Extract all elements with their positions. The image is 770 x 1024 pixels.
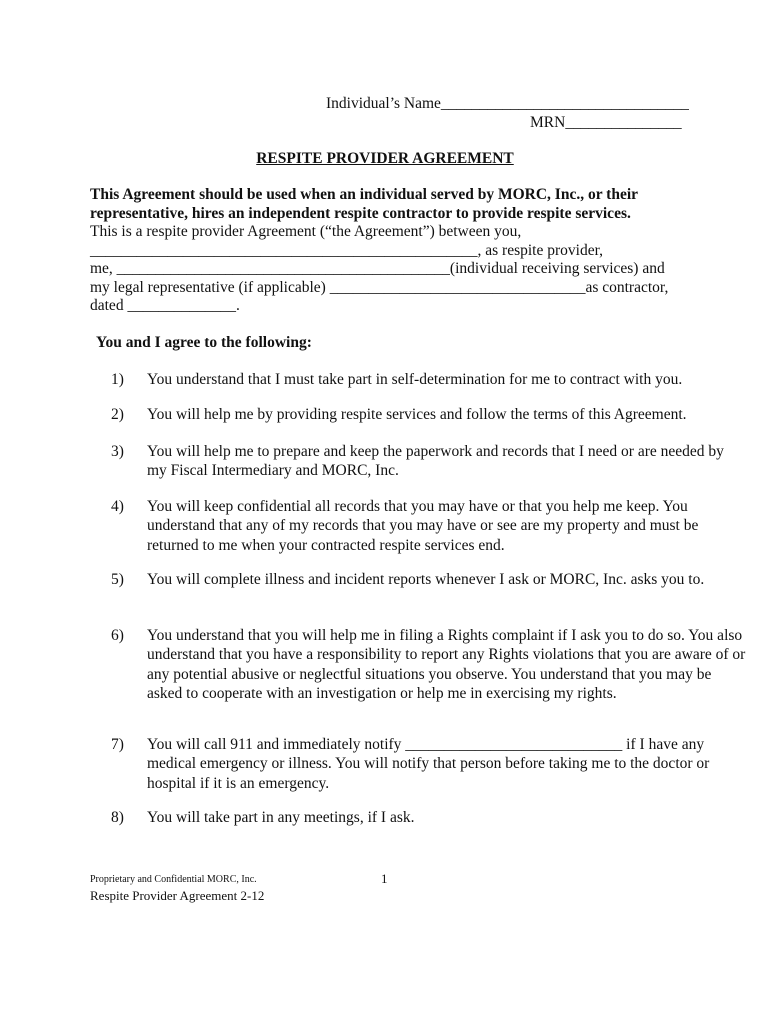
item-text: You understand that you will help me in filing a Rights complaint if I ask you to do so. You also understand that you have a responsibility to report any Rights violations that you are aware of or any potential abusive or neglectful situations you observe. You understand that you may be asked to cooperate with an investigation or help me in exercising my rights. [147, 627, 746, 703]
intro-line-3: This is a respite provider Agreement (“the Agreement”) between you, [90, 223, 522, 240]
item-number: 8) [111, 809, 124, 826]
document-title: RESPITE PROVIDER AGREEMENT [256, 150, 514, 167]
intro-bold-line-2: representative, hires an independent respite contractor to provide respite services. [90, 205, 631, 222]
item-number: 5) [111, 571, 124, 588]
item-number: 2) [111, 406, 124, 423]
item-text: You will keep confidential all records that you may have or that you help me keep. You understand that any of my records that you may have or see are my property and must be returned to me when your contracted respite services end. [147, 498, 699, 554]
mrn-field: MRN_______________ [530, 114, 682, 131]
item-text: You will help me by providing respite services and follow the terms of this Agreement. [147, 406, 687, 423]
item-text: You will take part in any meetings, if I ask. [147, 809, 415, 826]
legal-representative-blank: my legal representative (if applicable) _________________________________as contractor, [90, 279, 669, 296]
item-text: You will complete illness and incident reports whenever I ask or MORC, Inc. asks you to. [147, 571, 705, 588]
footer-confidential: Proprietary and Confidential MORC, Inc. [90, 874, 257, 885]
item-number: 3) [111, 443, 124, 460]
dated-blank: dated ______________. [90, 297, 240, 314]
item-number: 6) [111, 627, 124, 644]
individual-blank: me, ___________________________________________(individual receiving services) and [90, 260, 665, 277]
respite-provider-blank: __________________________________________________, as respite provider, [90, 242, 603, 259]
intro-bold-line-1: This Agreement should be used when an individual served by MORC, Inc., or their [90, 186, 639, 203]
item-number: 1) [111, 371, 124, 388]
agree-heading: You and I agree to the following: [96, 334, 312, 351]
item-number: 4) [111, 498, 124, 515]
item-text: You will call 911 and immediately notify ____________________________ if I have any medical emergency or illness. You will notify that person before taking me to the doctor or hospital if it is an emergency. [147, 736, 710, 792]
individual-name-field: Individual’s Name________________________________ [326, 95, 689, 112]
item-text: You will help me to prepare and keep the paperwork and records that I need or are needed by my Fiscal Intermediary and MORC, Inc. [147, 443, 724, 480]
footer-document-name: Respite Provider Agreement 2-12 [90, 888, 265, 903]
item-text: You understand that I must take part in self-determination for me to contract with you. [147, 371, 683, 388]
item-number: 7) [111, 736, 124, 753]
page-number: 1 [381, 871, 388, 886]
